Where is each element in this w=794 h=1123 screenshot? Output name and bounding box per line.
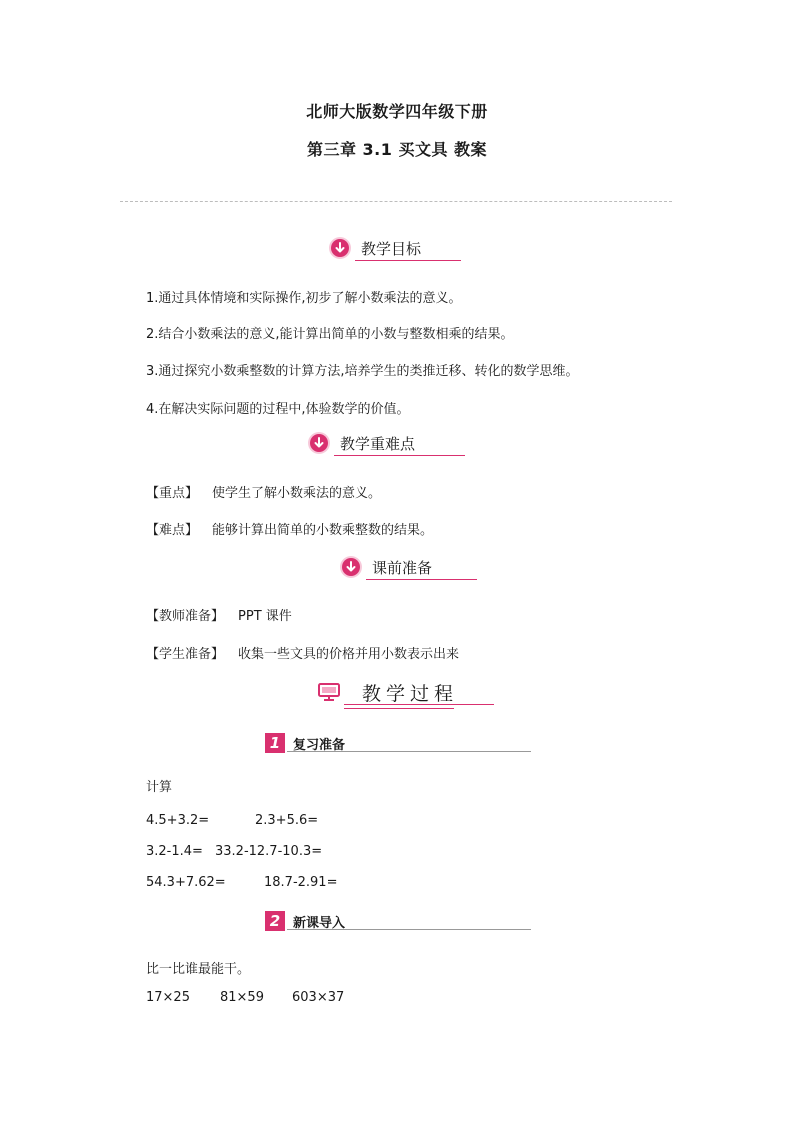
teacher-prep-row — [146, 605, 292, 624]
multiplication-problem: 81×59 — [220, 990, 264, 1005]
section-heading-text: 教学过程 — [362, 683, 459, 705]
step-number-badge: 2 — [265, 911, 285, 931]
section-underline — [334, 455, 465, 456]
calc-expression: 2.3+5.6= — [255, 813, 319, 828]
section-heading-text: 教学重难点 — [340, 435, 416, 453]
calc-expression: 4.5+3.2= — [146, 813, 210, 828]
step-underline — [287, 751, 531, 752]
section-underline — [366, 579, 477, 580]
dashed-divider — [120, 201, 672, 202]
section-heading-key-points — [310, 434, 465, 458]
download-arrow-icon — [310, 434, 328, 452]
difficult-point-row — [146, 519, 433, 538]
section-heading-text: 教学目标 — [361, 240, 422, 258]
goal-item: 3.通过探究小数乘整数的计算方法,培养学生的类推迁移、转化的数学思维。 — [146, 364, 579, 379]
key-text: 使学生了解小数乘法的意义。 — [212, 486, 382, 501]
section-underline — [355, 260, 461, 261]
step-heading-review — [265, 733, 531, 755]
monitor-icon — [318, 683, 340, 701]
new-lesson-intro: 比一比谁最能干。 — [146, 962, 251, 977]
teacher-prep-text: PPT 课件 — [238, 609, 292, 624]
review-intro: 计算 — [146, 780, 173, 795]
multiplication-problem: 17×25 — [146, 990, 190, 1005]
section-heading-process — [318, 679, 498, 709]
difficult-label: 【难点】 — [146, 523, 199, 538]
calc-expression: 3.2-1.4= — [146, 844, 203, 859]
step-underline — [287, 929, 531, 930]
section-underline — [344, 704, 494, 705]
section-underline — [344, 708, 454, 709]
calc-expression: 54.3+7.62= — [146, 875, 226, 890]
download-arrow-icon — [342, 558, 360, 576]
student-prep-text: 收集一些文具的价格并用小数表示出来 — [238, 647, 460, 662]
lesson-title: 第三章 3.1 买文具 教案 — [306, 140, 488, 159]
calc-expression: 18.7-2.91= — [264, 875, 338, 890]
key-label: 【重点】 — [146, 486, 199, 501]
section-heading-preparation — [342, 558, 477, 582]
teacher-prep-label: 【教师准备】 — [146, 609, 225, 624]
step-heading-new-lesson — [265, 911, 531, 933]
section-heading-goals — [331, 239, 441, 263]
section-heading-text: 课前准备 — [372, 559, 433, 577]
goal-item: 2.结合小数乘法的意义,能计算出简单的小数与整数相乘的结果。 — [146, 327, 514, 342]
download-arrow-icon — [331, 239, 349, 257]
calc-expression: 33.2-12.7-10.3= — [215, 844, 323, 859]
student-prep-label: 【学生准备】 — [146, 647, 225, 662]
multiplication-problem: 603×37 — [292, 990, 345, 1005]
goal-item: 1.通过具体情境和实际操作,初步了解小数乘法的意义。 — [146, 291, 462, 306]
student-prep-row — [146, 643, 459, 662]
step-title: 新课导入 — [293, 916, 346, 931]
step-title: 复习准备 — [293, 738, 346, 753]
difficult-text: 能够计算出简单的小数乘整数的结果。 — [212, 523, 434, 538]
document-title: 北师大版数学四年级下册 — [306, 102, 488, 121]
goal-item: 4.在解决实际问题的过程中,体验数学的价值。 — [146, 402, 410, 417]
key-point-row — [146, 482, 381, 501]
step-number-badge: 1 — [265, 733, 285, 753]
